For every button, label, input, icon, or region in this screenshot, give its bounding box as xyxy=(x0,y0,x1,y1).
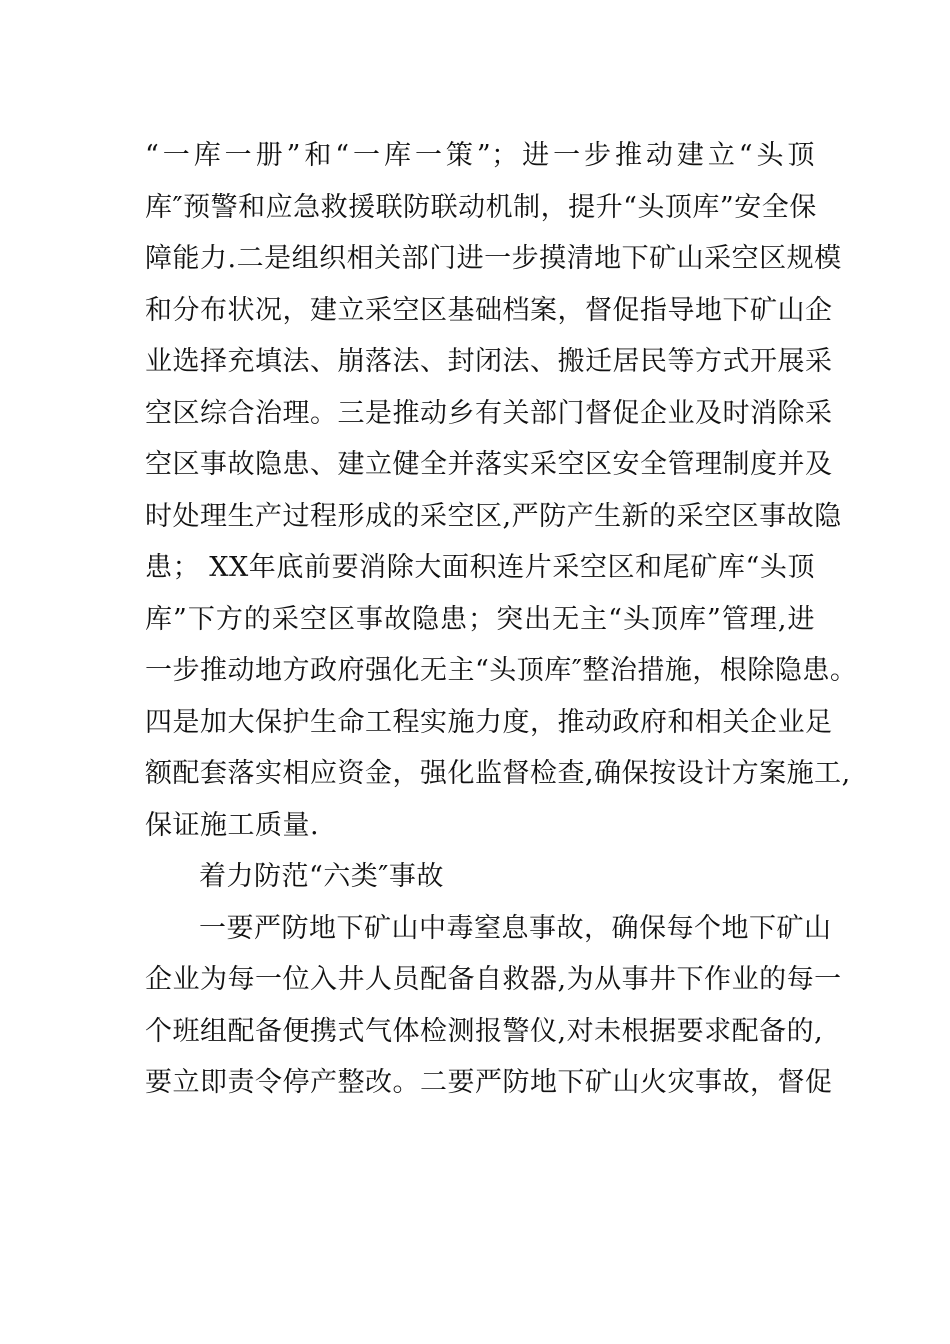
section-heading: 着力防范“六类″事故 xyxy=(199,861,444,892)
text-line-8: 时处理生产过程形成的采空区,严防产生新的采空区事故隐 xyxy=(145,500,842,532)
text-line-19: 要立即责令停产整改。二要严防地下矿山火灾事故，督促 xyxy=(145,1067,833,1098)
text-line-16: 一要严防地下矿山中毒窒息事故，确保每个地下矿山 xyxy=(199,912,832,944)
text-line-3: 障能力.二是组织相关部门进一步摸清地下矿山采空区规模 xyxy=(145,243,842,274)
text-line-7: 空区事故隐患、建立健全并落实采空区安全管理制度并及 xyxy=(145,449,833,480)
text-line-12: 四是加大保护生命工程实施力度，推动政府和相关企业足 xyxy=(145,706,833,738)
text-line-2: 库″预警和应急救援联防联动机制，提升“头顶库”安全保 xyxy=(145,191,817,223)
body-text xyxy=(145,130,858,1109)
text-line-11: 一步推动地方政府强化无主“头顶库″整治措施，根除隐患。 xyxy=(145,655,858,686)
text-line-17: 企业为每一位入井人员配备自救器,为从事井下作业的每一 xyxy=(145,964,842,995)
text-line-14: 保证施工质量. xyxy=(145,809,320,841)
text-line-10: 库”下方的采空区事故隐患；突出无主“头顶库”管理,进 xyxy=(145,603,815,635)
text-line-18: 个班组配备便携式气体检测报警仪,对未根据要求配备的, xyxy=(145,1015,824,1047)
text-line-9: 患； XX年底前要消除大面积连片采空区和尾矿库“头顶 xyxy=(145,552,815,583)
text-line-13: 额配套落实相应资金，强化监督检查,确保按设计方案施工, xyxy=(145,758,851,789)
text-line-4: 和分布状况，建立采空区基础档案，督促指导地下矿山企 xyxy=(145,294,833,326)
text-line-5: 业选择充填法、崩落法、封闭法、搬迁居民等方式开展采 xyxy=(145,346,833,377)
text-line-1: “一库一册”和“一库一策”；进一步推动建立“头顶 xyxy=(145,140,815,171)
text-line-6: 空区综合治理。三是推动乡有关部门督促企业及时消除采 xyxy=(145,397,833,429)
